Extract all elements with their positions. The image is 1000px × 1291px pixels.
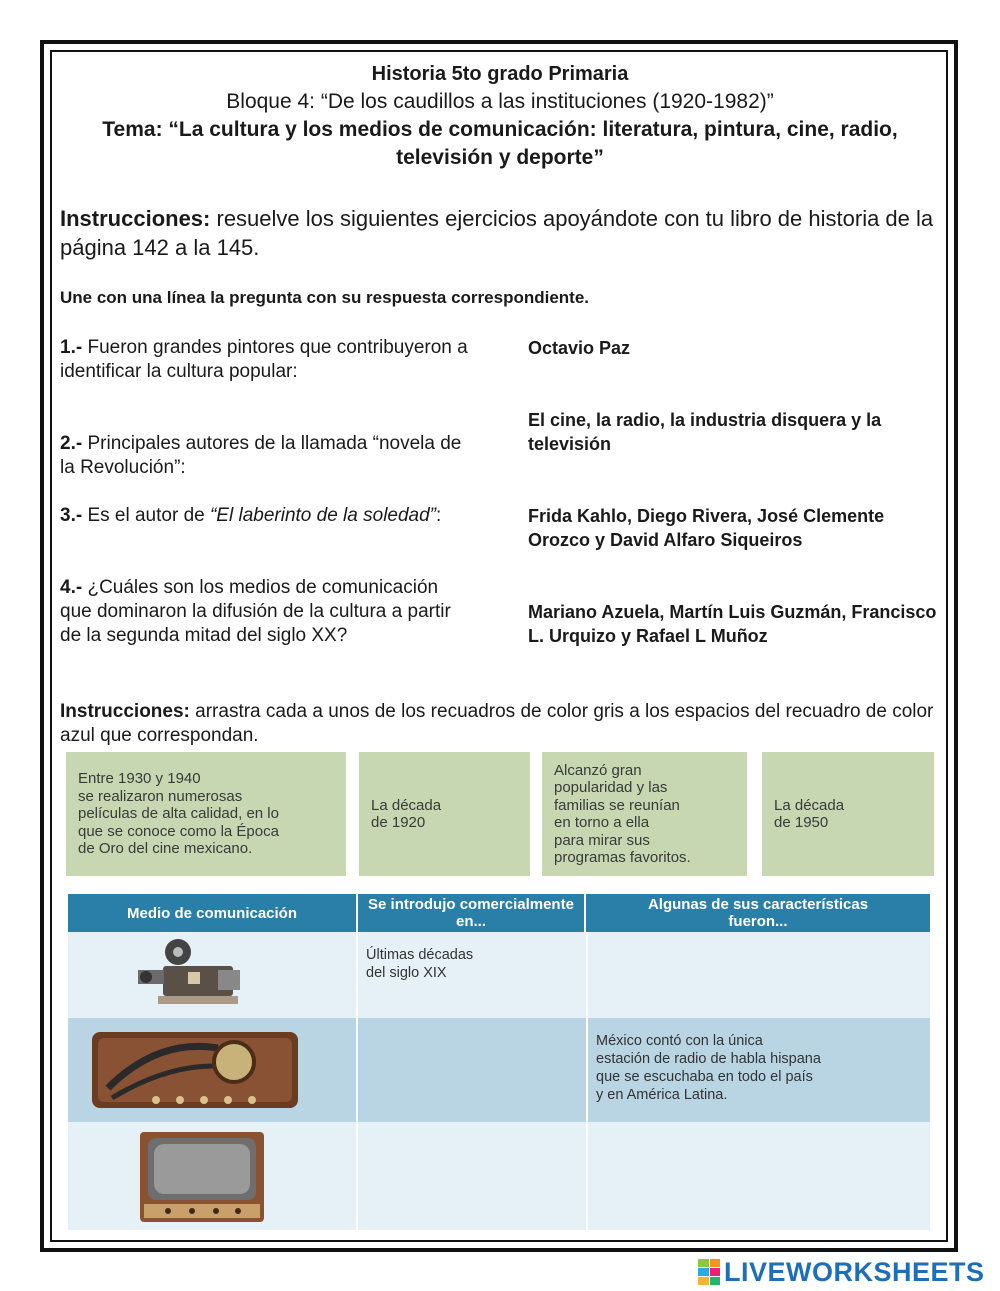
instructions-label: Instrucciones:: [60, 206, 211, 231]
introduced-cell[interactable]: Últimas décadas del siglo XIX: [366, 947, 474, 981]
medium-cell: [68, 932, 356, 1018]
media-table: [68, 894, 930, 1230]
worksheet-header: [50, 60, 950, 172]
answer-option-3[interactable]: Frida Kahlo, Diego Rivera, José Clemente Orozco y David Alfaro Siqueiros: [528, 506, 885, 550]
question-number: 2.-: [60, 433, 83, 454]
instructions-text: resuelve los siguientes ejercicios apoyándote con tu libro de historia de la página 142 a la 145.: [60, 206, 934, 260]
header-medium: Medio de comunicación: [68, 894, 356, 932]
topic-line-1: Tema: “La cultura y los medios de comunicación: literatura, pintura, cine, radio,: [102, 118, 898, 141]
table-row: [68, 1122, 930, 1230]
drag-card-1[interactable]: Entre 1930 y 1940 se realizaron numerosas películas de alta calidad, en lo que se conoce como la Época de Oro del cine mexicano.: [66, 752, 346, 876]
table-row: [68, 1018, 930, 1122]
instructions-text: arrastra cada a unos de los recuadros de color gris a los espacios del recuadro de color azul que correspondan.: [60, 701, 934, 746]
instructions-drag: [60, 700, 940, 748]
topic-line-2: televisión y deporte”: [396, 146, 604, 169]
question-1: [60, 336, 470, 384]
instructions-label: Instrucciones:: [60, 701, 190, 722]
answer-option-4[interactable]: Mariano Azuela, Martín Luis Guzmán, Francisco L. Urquizo y Rafael L Muñoz: [528, 602, 937, 646]
question-text: :: [436, 505, 442, 526]
characteristics-cell[interactable]: México contó con la única estación de radio de habla hispana que se escuchaba en todo el país y en América Latina.: [596, 1033, 821, 1103]
liveworksheets-logo: [698, 1258, 985, 1286]
worksheet-title: Historia 5to grado Primaria: [371, 63, 629, 85]
question-4: [60, 576, 470, 648]
question-2: [60, 432, 470, 480]
characteristics-cell[interactable]: [588, 1122, 930, 1230]
drag-card-3[interactable]: Alcanzó gran popularidad y las familias se reunían en torno a ella para mirar sus programas favoritos.: [542, 752, 747, 876]
instructions-reading: [60, 204, 940, 262]
radio-icon: [68, 1018, 356, 1122]
medium-cell: [68, 1122, 356, 1230]
drag-card-4[interactable]: La década de 1950: [762, 752, 934, 876]
question-text: ¿Cuáles son los medios de comunicación que dominaron la difusión de la cultura a partir de la segunda mitad del siglo XX?: [60, 577, 451, 646]
characteristics-cell[interactable]: [588, 932, 930, 1018]
question-3: [60, 504, 470, 528]
question-number: 4.-: [60, 577, 83, 598]
question-number: 3.-: [60, 505, 83, 526]
liveworksheets-icon: [698, 1259, 720, 1285]
drag-card-2[interactable]: La década de 1920: [359, 752, 530, 876]
book-title: “El laberinto de la soledad”: [209, 505, 437, 526]
question-text: Principales autores de la llamada “novela de la Revolución”:: [60, 433, 462, 478]
introduced-cell[interactable]: [358, 1018, 586, 1122]
film-projector-icon: [68, 932, 356, 1018]
liveworksheets-text: LIVEWORKSHEETS: [724, 1256, 985, 1287]
question-text: Es el autor de: [82, 505, 210, 526]
matching-title: Une con una línea la pregunta con su respuesta correspondiente.: [60, 288, 590, 307]
block-title: Bloque 4: “De los caudillos a las instituciones (1920-1982)”: [226, 90, 774, 113]
header-characteristics: Algunas de sus características fueron...: [586, 894, 930, 932]
medium-cell: [68, 1018, 356, 1122]
table-row: [68, 932, 930, 1018]
answer-option-2[interactable]: El cine, la radio, la industria disquera y la televisión: [528, 410, 882, 454]
question-text: Fueron grandes pintores que contribuyeron a identificar la cultura popular:: [60, 337, 468, 382]
question-number: 1.-: [60, 337, 83, 358]
answer-option-1[interactable]: Octavio Paz: [528, 338, 631, 358]
header-introduced: Se introdujo comercialmente en...: [358, 894, 584, 932]
television-icon: [68, 1122, 356, 1230]
introduced-cell[interactable]: [358, 1122, 586, 1230]
